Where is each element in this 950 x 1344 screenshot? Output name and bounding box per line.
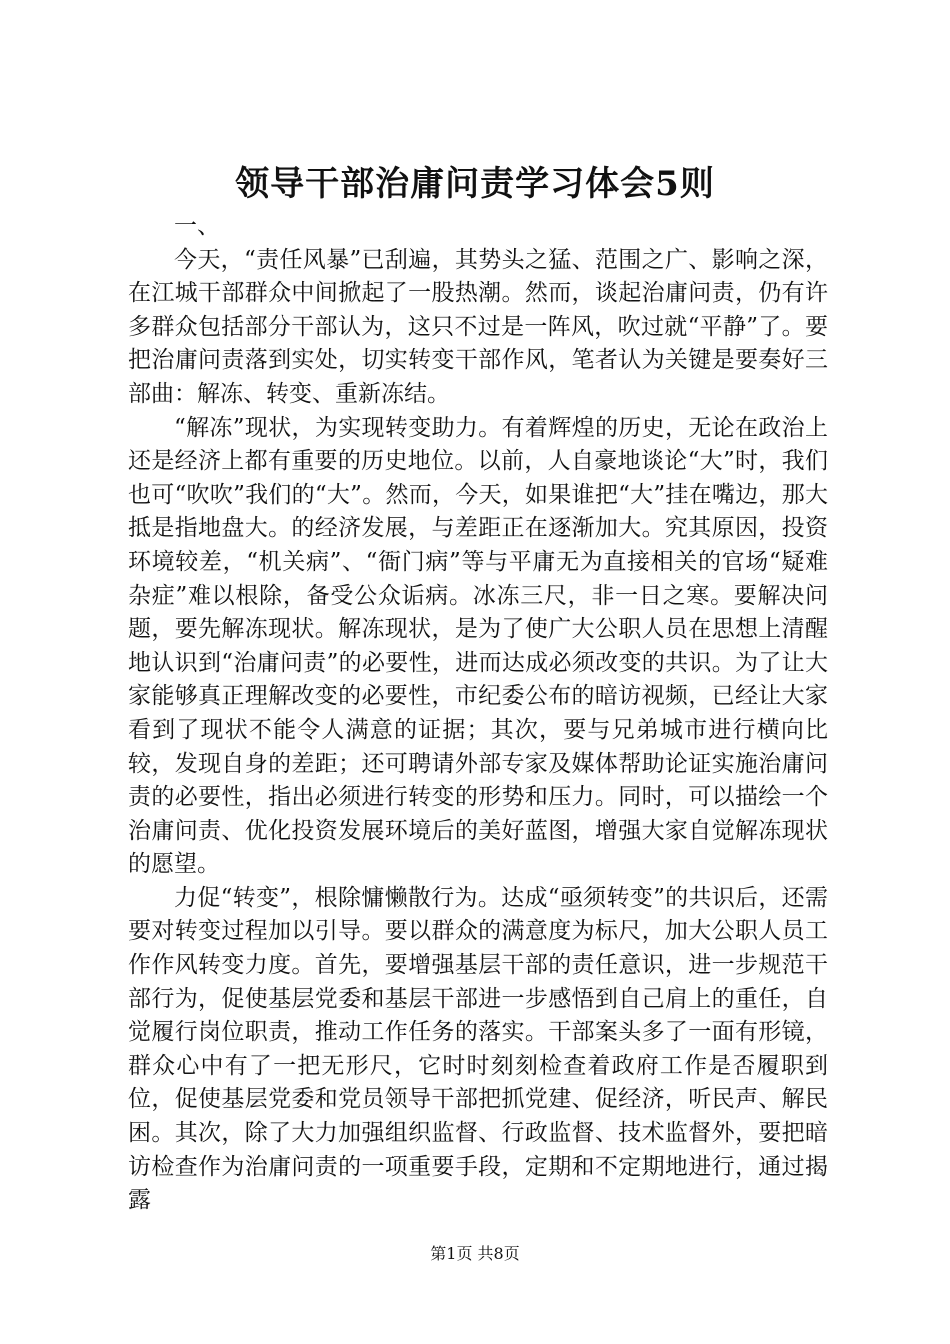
document-title: 领导干部治庸问责学习体会5则 xyxy=(235,164,715,204)
paragraph-1: 今天，“责任风暴”已刮遍，其势头之猛、范围之广、影响之深，在江城干部群众中间掀起了一股热潮。然而，谈起治庸问责，仍有许多群众包括部分干部认为，这只不过是一阵风，吹过就“平静”了。要把治庸问责落到实处，切实转变干部作风，笔者认为关键是要奏好三部曲：解冻、转变、重新冻结。 xyxy=(128,246,828,407)
document-body xyxy=(128,210,828,1218)
page-footer: 第1页 共8页 xyxy=(430,1244,520,1263)
paragraph-2: “解冻”现状，为实现转变助力。有着辉煌的历史，无论在政治上还是经济上都有重要的历史地位。以前，人自豪地谈论“大”时，我们也可“吹吹”我们的“大”。然而，今天，如果谁把“大”挂在嘴边，那大抵是指地盘大。的经济发展，与差距正在逐渐加大。究其原因，投资环境较差，“机关病”、“衙门病”等与平庸无为直接相关的官场“疑难杂症”难以根除，备受公众诟病。冰冻三尺，非一日之寒。要解决问题，要先解冻现状。解冻现状，是为了使广大公职人员在思想上清醒地认识到“治庸问责”的必要性，进而达成必须改变的共识。为了让大家能够真正理解改变的必要性，市纪委公布的暗访视频，已经让大家看到了现状不能令人满意的证据；其次，要与兄弟城市进行横向比较，发现自身的差距；还可聘请外部专家及媒体帮助论证实施治庸问责的必要性，指出必须进行转变的形势和压力。同时，可以描绘一个治庸问责、优化投资发展环境后的美好蓝图，增强大家自觉解冻现状的愿望。 xyxy=(128,414,828,878)
paragraph-3: 力促“转变”，根除慵懒散行为。达成“亟须转变”的共识后，还需要对转变过程加以引导。要以群众的满意度为标尺，加大公职人员工作作风转变力度。首先，要增强基层干部的责任意识，进一步规范干部行为，促使基层党委和基层干部进一步感悟到自己肩上的重任，自觉履行岗位职责，推动工作任务的落实。干部案头多了一面有形镜，群众心中有了一把无形尺，它时时刻刻检查着政府工作是否履职到位，促使基层党委和党员领导干部把抓党建、促经济，听民声、解民困。其次，除了大力加强组织监督、行政监督、技术监督外，要把暗访检查作为治庸问责的一项重要手段，定期和不定期地进行，通过揭露 xyxy=(128,884,828,1214)
section-heading: 一、 xyxy=(174,213,220,239)
